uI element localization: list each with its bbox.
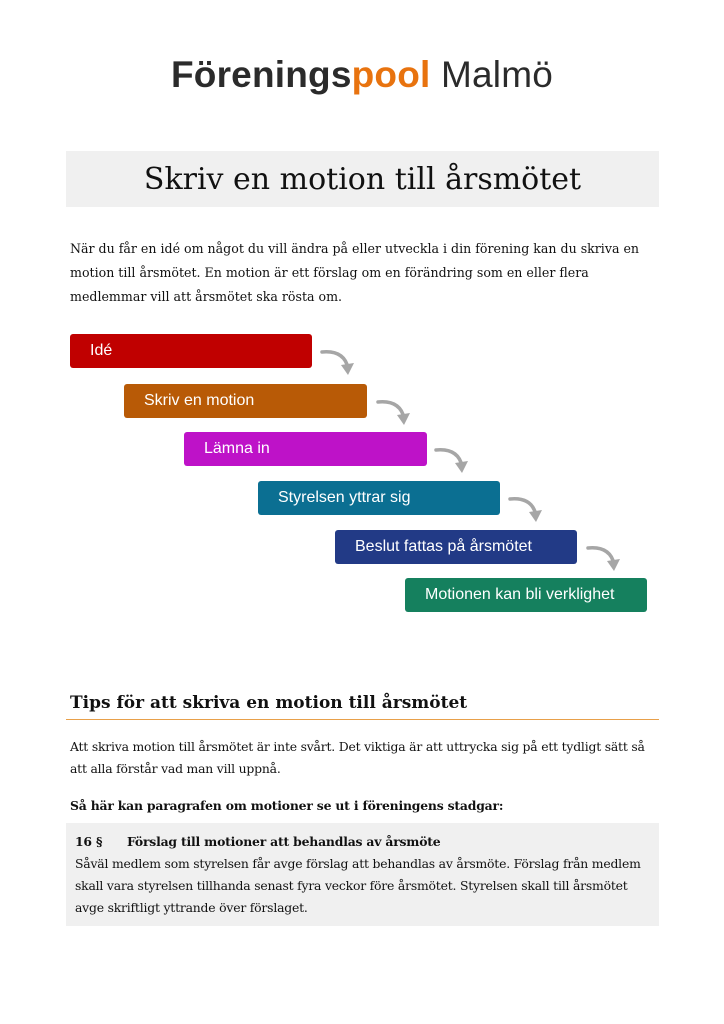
statute-number: 16 § <box>75 834 103 849</box>
step-label: Motionen kan bli verklighet <box>425 586 615 603</box>
step-label: Skriv en motion <box>144 392 255 409</box>
logo-text-malmo: Malmö <box>430 54 554 95</box>
step-styrelsen-yttrar-sig <box>258 481 500 515</box>
logo-text-pool: pool <box>351 54 431 95</box>
logo <box>0 54 724 96</box>
statute-text: Såväl medlem som styrelsen får avge förslag att behandlas av årsmöte. Förslag från medlem skall vara styrelsen tillhanda senast fyra veckor före årsmötet. Styrelsen skall till årsmötet avge skriftligt yttrande över förslaget. <box>75 856 641 915</box>
statute-box <box>66 823 659 926</box>
tips-heading: Tips för att skriva en motion till årsmötet <box>70 693 468 713</box>
step-skriv-en-motion <box>124 384 367 418</box>
title-banner <box>66 151 659 207</box>
page-title: Skriv en motion till årsmötet <box>143 161 582 197</box>
tips-paragraph: Att skriva motion till årsmötet är inte svårt. Det viktiga är att uttrycka sig på ett tydligt sätt så att alla förstår vad man vill uppnå. <box>70 739 645 776</box>
statute-intro-label: Så här kan paragrafen om motioner se ut i föreningens stadgar: <box>70 798 504 813</box>
logo-text-forenings: Förenings <box>170 54 352 95</box>
intro-paragraph: När du får en idé om något du vill ändra på eller utveckla i din förening kan du skriva en motion till årsmötet. En motion är ett förslag om en förändring som en eller flera medlemmar vill att årsmötet ska rösta om. <box>70 241 640 304</box>
step-ide <box>70 334 312 368</box>
statute-heading <box>75 831 649 853</box>
curved-arrow-icon <box>506 491 546 525</box>
curved-arrow-icon <box>432 442 472 476</box>
curved-arrow-icon <box>318 344 358 378</box>
step-label: Lämna in <box>204 440 270 457</box>
curved-arrow-icon <box>584 540 624 574</box>
step-lamna-in <box>184 432 427 466</box>
step-label: Styrelsen yttrar sig <box>278 489 411 506</box>
step-beslut-fattas <box>335 530 577 564</box>
statute-title: Förslag till motioner att behandlas av årsmöte <box>127 834 441 849</box>
step-motionen-kan-bli-verklighet <box>405 578 647 612</box>
step-label: Beslut fattas på årsmötet <box>355 538 532 555</box>
curved-arrow-icon <box>374 394 414 428</box>
step-label: Idé <box>90 342 113 359</box>
section-divider <box>66 719 659 720</box>
